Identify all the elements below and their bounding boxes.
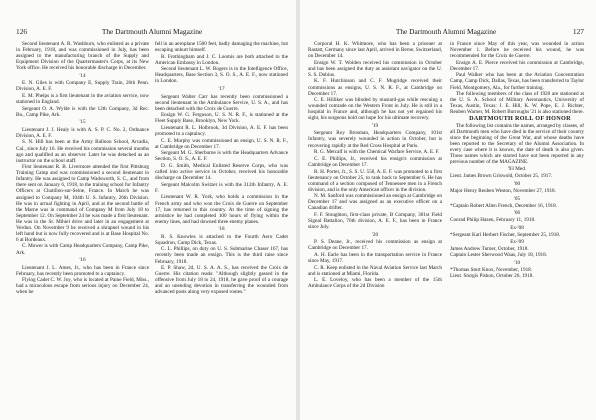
class-note-paragraph: Sergeant O. A. Wylde is with the 12th Company, 3d Rec. Bn., Camp Pike, Ark. bbox=[16, 105, 149, 118]
class-year-heading: '19 bbox=[371, 122, 379, 129]
class-note-paragraph: Lieutenant J. J. Healy is with A. S. P. C. No. 2, Ordnance Division, A. E. F. bbox=[16, 126, 149, 139]
roll-class-heading: Ex-'09 bbox=[510, 239, 524, 246]
class-note-paragraph: C. Mower is with Camp Headquarters Company, Camp Pike, Ark. bbox=[16, 243, 149, 256]
class-note-paragraph: C. L. Phillips, on duty on U. S. Submarine Chaser 167, has recently been made an ensign. This is the third raise since February, 1918. bbox=[155, 246, 288, 265]
roll-entry: James Andrew Turner, October, 1918. bbox=[450, 246, 529, 253]
class-note-paragraph: E. N. Giles is with Company E, Supply Train, 26th Penn. Division, A. E. F. bbox=[16, 80, 149, 93]
paragraph-continued: in France since May of this year, was wounded in action November 1. Before he received his wound, he was recommended for the Croix de Guerre. bbox=[450, 41, 584, 60]
roll-of-honor-list bbox=[450, 166, 584, 279]
class-note-paragraph: The following members of the class of 1920 are stationed at the U. S. A. School of Military Aeronautics, University of Texas, Austin, Texas: J. E. Hill, K. W. Pope, E. J. Richter, Reuben Warner, M. Robert Burroughs '21 is also stationed there. bbox=[450, 91, 584, 116]
class-note-paragraph: E. M. Phelps is a first lieutenant in the aviation service, now stationed in England. bbox=[16, 92, 149, 106]
left-page-body bbox=[16, 41, 288, 416]
class-note-paragraph: S. N. Hill has been at the Army Balloon School, Arcadia, Cal., since July 16. He received his commission several months ago and qualified as an observer. Later he was detached as an instructor on the school staff. bbox=[16, 139, 149, 164]
text-column bbox=[155, 41, 288, 416]
text-column bbox=[16, 41, 149, 416]
roll-entry: Captain Lester Sherwood Waas, July 18, 1918. bbox=[450, 252, 548, 259]
class-year-heading: '18 bbox=[218, 226, 225, 233]
class-year-heading: '16 bbox=[79, 257, 86, 264]
class-note-paragraph: Sergeant Walter Carr has recently been commissioned a second lieutenant in the Ambulance Service, U. S. A., and has been detached with the Croix de Guerre. bbox=[155, 93, 288, 112]
class-note-paragraph: C. E. Hilliker was blinded by mustard-gas while rescuing a wounded comrade on the Western Front in July. He is still in a hospital in France and, although he has not yet regained his sight, his surgeons hold out hope for his ultimate recovery. bbox=[308, 97, 442, 122]
class-note-paragraph: Ensign W. G. Ferguson, U. S. N. R. F., is stationed at the Fleet Supply Base, Brooklyn, New York. bbox=[155, 112, 288, 125]
left-page bbox=[0, 0, 296, 420]
class-note-paragraph: Sergeant Malcolm Switzer is with the 312th Infantry, A. E. F. bbox=[155, 181, 288, 194]
running-title: The Dartmouth Alumni Magazine bbox=[101, 27, 203, 36]
paragraph-continued: fell in an aeroplane 1500 feet, badly damaging the machine, but escaping unhurt himself. bbox=[155, 41, 288, 54]
page-number: 127 bbox=[572, 27, 584, 36]
right-page-body bbox=[308, 41, 584, 416]
roll-entry: *Captain Robert Allen French, December 16, 1918. bbox=[450, 202, 558, 209]
class-note-paragraph: N. M. Sanford was commissioned an ensign at Cambridge on December 17 and was assigned as an executive officer on a Canadian drifter. bbox=[308, 193, 442, 212]
class-year-heading: '15 bbox=[79, 119, 86, 126]
class-note-paragraph: R. H. Porter, Jr., S. S. U. 558, A. E. F. was promoted to a first lieutenancy on October 25, to rank back to September 6. He has command of a section composed of Tennessee men in a French division, and is the only American officer in the division. bbox=[308, 168, 442, 193]
right-page bbox=[300, 0, 596, 420]
class-note-paragraph: Corporal H. K. Whitmore, who has been a prisoner at Rastatt, Germany since last April, arrived in Berne, Switzerland, on December 14. bbox=[308, 41, 442, 60]
class-note-paragraph: K. F. Hutchinson and C. F. Mugridge received their commissions as ensigns, U. S. N. R. F., at Cambridge on December 17. bbox=[308, 78, 442, 97]
roll-class-heading: '06 bbox=[513, 210, 521, 217]
class-note-paragraph: Ensign A. E. Pierce received his commission at Cambridge, December 17. bbox=[450, 59, 584, 72]
class-note-paragraph: C. R. Keep enlisted in the Naval Aviation Service last March and is stationed at Miami, Florida. bbox=[308, 264, 442, 277]
roll-entry: Major Henry Reuben Weston, November 27, 1918. bbox=[450, 188, 556, 195]
class-note-paragraph: P. S. Deane, Jr., received his commission as ensign at Cambridge on December 17. bbox=[308, 239, 442, 252]
class-note-paragraph: D. G. Smith, Medical Enlisted Reserve Corps, who was called into active service in October, received his honorable discharge on December 14. bbox=[155, 163, 288, 182]
class-note-paragraph: Sergeant Roy Brosman, Headquarters Company, 101st Infantry, was severely wounded in action in October, but is recovering rapidly at the Red Cross Hospital at Paris. bbox=[308, 130, 442, 149]
roll-entry: Lieut. Sturgis Pishon, October 26, 1918. bbox=[450, 273, 534, 280]
class-note-paragraph: Lieutenant W. R. York, who holds a commission in the French army and who won the Croix de Guerre on September 17, has returned to this country. At the time of signing the armistice he had completed 100 hours of flying within the enemy lines, and had downed three enemy planes. bbox=[155, 194, 288, 225]
class-note-paragraph: Second lieutenant L. W. Rogers is in the Intelligence Office, Headquarters, Base Section 3, S. O. S., A. E. F., now stationed in London. bbox=[155, 66, 288, 85]
class-notes-continued bbox=[450, 41, 584, 115]
class-note-paragraph: Paul Walker who has been at the Aviation Concentration Camp, Camp Dick, Dallas, Texas, has been transferred to Taylor Field, Montgomery, Ala., for further training. bbox=[450, 72, 584, 91]
class-note-paragraph: Ensign W. T. Wolden received his commission in October and has been assigned the duty as assistant navigator on the U. S. S. Dubius. bbox=[308, 59, 442, 78]
roll-entry: Conrad Philip Hazen, February 11, 1918. bbox=[450, 217, 536, 224]
page-number: 126 bbox=[16, 27, 28, 36]
class-year-heading: '17 bbox=[218, 86, 225, 93]
class-note-paragraph: R. G. Metcalf is with the Chemical Warfare Service, A. E. F. bbox=[314, 149, 440, 156]
class-note-paragraph: A. H. Earle has been in the transportation service in France since May, 1917. bbox=[308, 251, 442, 264]
roll-class-heading: '00 bbox=[513, 181, 521, 187]
roll-of-honor-title: DARTMOUTH ROLL OF HONOR bbox=[469, 114, 571, 122]
class-year-heading: '20 bbox=[371, 231, 379, 238]
roll-entry: *Thomas Sturt Knox, November, 1918. bbox=[450, 267, 533, 274]
class-note-paragraph: Flying Cadet C. W. Joy, who is located at Paine Field, Miss., had a miraculous escape from serious injury on December 24, when he bbox=[16, 277, 149, 296]
roll-class-heading: Ex-'08 bbox=[510, 224, 524, 231]
roll-class-heading: '93 Med. bbox=[507, 166, 527, 173]
class-note-paragraph: R. Frothingham and J. C. Loomis are both attached to the American Embassy in London. bbox=[155, 53, 288, 66]
class-note-paragraph: C. E. Phillips, Jr., received his ensign's commission at Cambridge on December 17. bbox=[308, 155, 442, 168]
roll-class-heading: '05 bbox=[513, 195, 521, 202]
roll-entry: *Sergeant Karl Herbert Fischer, September 25, 1918. bbox=[450, 231, 561, 238]
roll-of-honor-intro: The following list contains the names, arranged by classes, of all Dartmouth men who have died in the service of their country since the beginning of the Great War, and whose deaths have been reported to the Secretary of the Alumni Association. In every case where it is known, the date of death is also given. Those names which are starred have not been reported in any previous number of the MAGAZINE. bbox=[450, 122, 584, 165]
class-note-paragraph: Lieutenant J. L. Ames, Jr., who has been in France since February, has recently been promoted to a captaincy. bbox=[16, 264, 149, 277]
class-note-paragraph: E. P. Shaw, 2d, U. S. A. A. S., has received the Croix de Guerre. His citation reads: "Although slightly gassed in the offensive from July 18 to 24, 1918, he gave proof of a courage and an unending devotion in transferring the wounded from advanced posts along very exposed routes." bbox=[155, 265, 288, 296]
class-note-paragraph: F. F. Stoughton, first-class private, B Company, 301st Field Signal Battalion, 76th division, A. E. F., has been in France since July. bbox=[308, 212, 442, 231]
class-note-paragraph: C. E. Murphy was commissioned an ensign, U. S. N. R. F., at Cambridge on December 17. bbox=[155, 137, 288, 150]
running-title: The Dartmouth Alumni Magazine bbox=[395, 27, 497, 36]
class-note-paragraph: Second lieutenant A. R. Washburn, who enlisted as a private in February, 1918, and was commissioned in July, has been assigned to the manufacturing branch of the Supply and Equipment Division of the Quartermaster's Corps, at its New York office. He received his honorable discharge in December. bbox=[16, 41, 149, 72]
class-year-heading: '14 bbox=[79, 72, 86, 79]
class-note-paragraph: L. E. Loveloy, who has been a member of the 15th Ambulance Corps of the 2d Division bbox=[308, 277, 442, 290]
class-note-paragraph: Lieutenant R. L. Holbrook, 3d Division, A. E. F. has been promoted to a captaincy. bbox=[155, 124, 288, 138]
roll-class-heading: '10 bbox=[513, 260, 521, 267]
roll-entry: Lieut. James Brown Griswold, October 25, 1917. bbox=[450, 173, 553, 180]
text-column bbox=[308, 41, 442, 416]
class-note-paragraph: First lieutenant R. B. Livermore attended the first Pittsburg Training Camp and was commissioned a second lieutenant in Infantry. He was assigned to Camp Wadsworth, S. C., and from there sent on January 6, 1918, to the training school for Infantry Officers at Chatillon-sur-Seine, France. In March he was assigned to Company M, 104th U. S. Infantry, 26th Division. He was in actual fighting in April, and at the second battle of the Marne was in command of Company M from July 18 to September 12. On September 24 he was made a first lieutenant. He was in the St. Mihiel drive and later in an engagement at Verdun. On November 9 he received a shrapnel wound in his left hand but is now fully recovered and is at Base Hospital No. 6 at Bordeaux. bbox=[16, 164, 149, 243]
class-note-paragraph: R. S. Knowles is attached to the Fourth Aero Cadet Squadron, Camp Dick, Texas. bbox=[155, 233, 288, 246]
class-note-paragraph: Sergeant M. G. Sherburne is with the Headquarters Advance Section, S. O. S., A. E. F. bbox=[155, 150, 288, 163]
text-column bbox=[450, 41, 584, 416]
